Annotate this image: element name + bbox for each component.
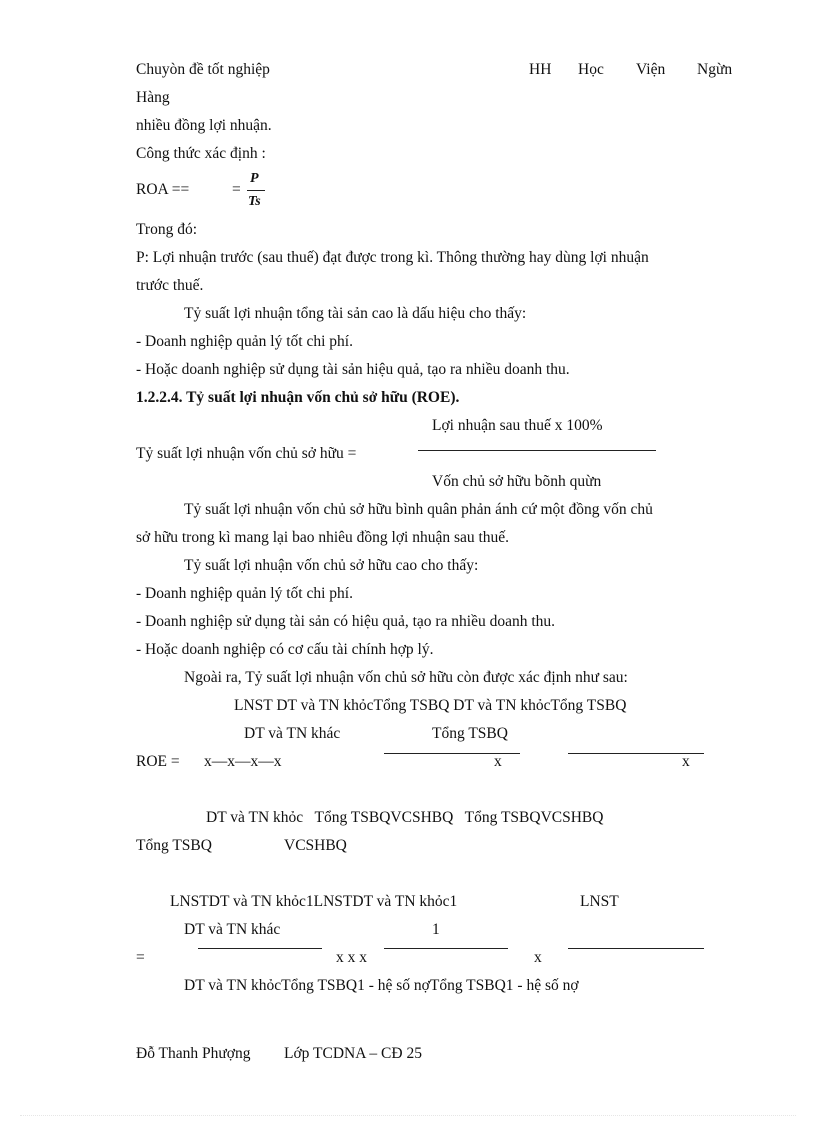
roa-fraction-bar [247,190,265,191]
roe-bullet-3: - Hoặc doanh nghiệp có cơ cấu tài chính hợp lý. [136,641,434,658]
header-word-3: Viện [636,61,666,78]
header-word-2: Học [578,61,604,78]
p-definition-line-1: P: Lợi nhuận trước (sau thuế) đạt được trong kì. Thông thường hay dùng lợi nhuận [136,249,649,266]
formula-2-bar-2 [384,948,508,949]
footer-class: Lớp TCDNA – CĐ 25 [284,1045,422,1062]
formula-2-bar-3 [568,948,704,949]
roe-description-line-2: sở hữu trong kì mang lại bao nhiêu đồng lợi nhuận sau thuế. [136,529,510,546]
formula-1-bottom-2a: Tổng TSBQ [136,837,212,854]
formula-1-top: LNST DT và TN khỏcTổng TSBQ DT và TN khỏcTổng TSBQ [234,697,627,714]
formula-2-multipliers: x x x [336,949,367,966]
p-definition-line-2: trước thuế. [136,277,204,294]
where-label: Trong đó: [136,221,198,238]
roa-bullet-1: - Doanh nghiệp quản lý tốt chi phí. [136,333,353,350]
roa-label: ROA == [136,181,190,198]
formula-1-mid-b: Tổng TSBQ [432,725,508,742]
formula-2-mid-a: DT và TN khác [184,921,281,938]
footer-author: Đỗ Thanh Phượng [136,1045,251,1062]
roa-numerator: P [250,171,259,186]
page-bottom-divider [20,1115,796,1116]
formula-1-x-3: x [682,753,690,770]
header-continued: Hàng [136,89,170,106]
formula-2-top: LNSTDT và TN khỏc1LNSTDT và TN khỏc1 [170,893,458,910]
formula-1-x-2: x [494,753,502,770]
roe-bullet-1: - Doanh nghiệp quản lý tốt chi phí. [136,585,353,602]
formula-2-bottom: DT và TN khỏcTổng TSBQ1 - hệ số nợTổng TSBQ1 - hệ số nợ [184,977,579,994]
roe-bullet-2: - Doanh nghiệp sử dụng tài sản có hiệu quả, tạo ra nhiều doanh thu. [136,613,556,630]
roa-high-intro: Tỷ suất lợi nhuận tổng tài sản cao là dấu hiệu cho thấy: [184,305,527,322]
roa-bullet-2: - Hoặc doanh nghiệp sử dụng tài sản hiệu quả, tạo ra nhiều doanh thu. [136,361,570,378]
header-title: Chuyòn đề tốt nghiệp [136,61,270,78]
formula-2-bar-1 [198,948,322,949]
formula-1-bottom-2b: VCSHBQ [284,837,347,854]
header-word-1: HH [529,61,552,78]
formula-1-roe-label: ROE = [136,753,180,770]
section-title: 1.2.2.4. Tỷ suất lợi nhuận vốn chủ sở hữu (ROE). [136,389,460,406]
roe-fraction-bar [418,450,656,451]
other-formula-intro: Ngoài ra, Tỷ suất lợi nhuận vốn chủ sở hữu còn được xác định như sau: [184,669,628,686]
formula-2-top-right: LNST [580,893,619,910]
formula-intro: Công thức xác định : [136,145,266,162]
roa-denominator: Ts [248,194,261,209]
paragraph-line: nhiều đồng lợi nhuận. [136,117,272,134]
roe-high-intro: Tỷ suất lợi nhuận vốn chủ sở hữu cao cho thấy: [184,557,479,574]
formula-1-bottom: DT và TN khỏc Tổng TSBQVCSHBQ Tổng TSBQVCSHBQ [206,809,604,826]
formula-1-mid-a: DT và TN khác [244,725,341,742]
formula-2-x: x [534,949,542,966]
roe-numerator: Lợi nhuận sau thuế x 100% [432,417,603,434]
roe-label: Tỷ suất lợi nhuận vốn chủ sở hữu = [136,445,357,462]
formula-2-mid-b: 1 [432,921,440,938]
formula-2-equals: = [136,949,145,966]
roa-equals: = [232,181,241,198]
formula-1-multipliers: x—x—x—x [204,753,282,770]
roe-denominator: Vốn chủ sở hữu bõnh quừn [432,473,602,490]
roe-description-line-1: Tỷ suất lợi nhuận vốn chủ sở hữu bình quân phản ánh cứ một đồng vốn chủ [184,501,653,518]
header-word-4: Ngừn [697,61,733,78]
